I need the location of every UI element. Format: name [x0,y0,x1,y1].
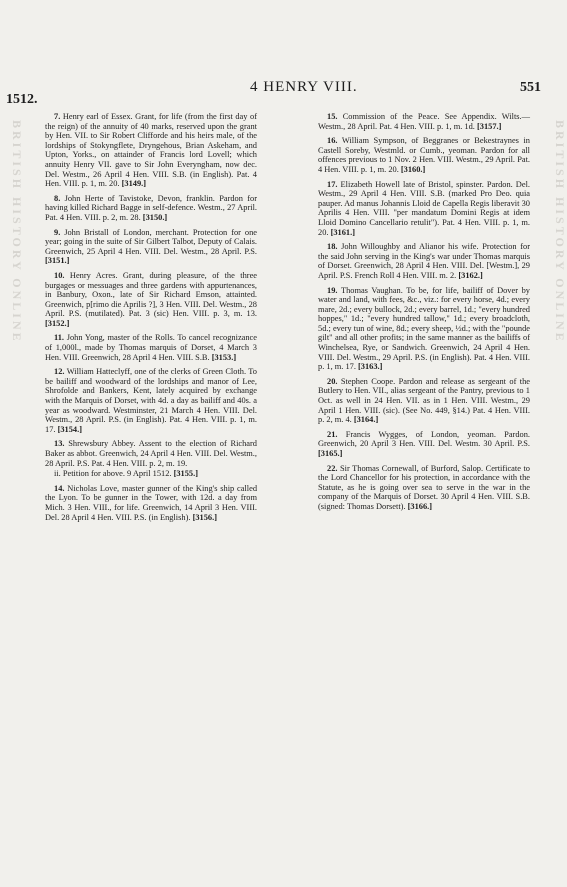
calendar-entry [45,228,257,266]
entry-number: 12. [54,367,65,377]
entry-reference: [3157.] [476,121,502,131]
entry-number: 17. [327,179,338,189]
header-title: 4 HENRY VIII. [250,79,358,95]
entry-number: 13. [54,439,65,449]
entry-text: John Willoughby and Alianor his wife. Protection for the said John serving in the King's war under Thomas marquis of Dorset. Greenwich, 28 April 4 Hen. VIII. Del. [Westm.], 29 April. P.S. French Roll 4 Hen. VIII. m. 2. [318,242,531,280]
entry-text: John Herte of Tavistoke, Devon, franklin. Pardon for having killed Richard Bagge in self-defence. Westm., 27 April. Pat. 4 Hen. VIII. p. 2, m. 28. [45,193,257,222]
entry-text: Elizabeth Howell late of Bristol, spinster. Pardon. Del. Westm., 29 April 4 Hen. VIII. S.B. (marked Pro Deo. quia pauper. Ad manus Johannis Lloid de Capella Regis liberavit 30 Aprilis 4 Hen. VIII. "per mandatum Domini Regis at idem Lloid Domino Cancellario retulit"). Pat. 4 Hen. VIII. p. 1, m. 20. [318,179,530,237]
entry-number: 8. [54,193,61,203]
entry-number: 20. [327,376,338,386]
calendar-entry [45,194,257,223]
entry-text: Francis Wygges, of London, yeoman. Pardon. Greenwich, 20 April 3 Hen. VIII. Del. Westm. 30 April. P.S. [318,429,531,449]
entry-text: Stephen Coope. Pardon and release as sergeant of the Butlery to Hen. VII., alias sergeant of the Pantry, previous to 1 Oct. as well in 24 Hen. VII. as in 1 Hen. VIII. Westm., 29 April 1 Hen. VIII. (sic). (See No. 449, §14.) Pat. 4 Hen. VIII. p. 2, m. 4. [318,376,530,425]
calendar-entry [318,464,530,512]
calendar-entry [318,112,530,131]
left-column [45,112,257,527]
entry-text: Commission of the Peace. See Appendix. Wilts.—Westm., 28 April. Pat. 4 Hen. VIII. p. 1, m. 1d. [318,112,531,131]
entry-reference: [3151.] [45,256,70,266]
calendar-entry [318,136,530,174]
header-page-number: 551 [520,80,541,95]
calendar-entry [45,439,257,468]
entry-number: 15. [327,112,338,121]
entry-text: Shrewsbury Abbey. Assent to the election of Richard Baker as abbot. Greenwich, 24 April 4 Hen. VIII. Del. Westm., 28 April. P.S. Pat. 4 Hen. VIII. p. 2, m. 19. [45,439,257,468]
calendar-entry [45,271,257,329]
entry-number: 10. [54,270,65,280]
entry-text: Henry earl of Essex. Grant, for life (from the first day of the reign) of the annuity of 40 marks, reserved upon the grant by Hen. VII. to Sir Robert Cliffordе and his heirs male, of the lordships of Stokyngflete, Dryngehous, Brian Askeham, and Upton, Yorks., on attainder of Francis lord Lovell; which annuity Henry VII. gave to Sir John Everyngham, now dec. Del. Westm., 26 April 4 Hen. VIII. S.B. (in English). Pat. 4 Hen. VIII. p. 1, m. 20. [45,112,257,189]
calendar-entry [318,377,530,425]
entry-number: 7. [54,112,61,121]
entry-reference: [3161.] [330,227,355,237]
entry-reference: [3166.] [407,501,433,511]
calendar-entry [45,333,257,362]
entry-reference: [3163.] [358,362,383,372]
entry-number: 22. [327,463,338,473]
entry-text: Thomas Vaughan. To be, for life, bailiff of Dover by water and land, with fees, &c., viz.: for every horse, 4d.; every mare, 2d.; every bullock, 2d.; every barrel, 1d.; "every hundred hoppes," 1d.; "every hundred tallow," 1d.; every broadcloth, 5d.; every tun of wine, 8d.; every sheep, ½d.; with the "pounde gilt" and all other profits; in the same manner as the bailiffs of Winchelsea, Rye, or Sandwich. Greenwich, 24 April 4 Hen. VIII. Del. Westm., 29 April. P.S. (in English). Pat. 4 Hen. VIII. p. 1, m. 17. [318,285,530,372]
header-year: 1512. [6,92,38,107]
calendar-entry [318,242,530,280]
entry-number: 9. [54,227,61,237]
entry-text: William Hatteclyff, one of the clerks of Green Cloth. To be bailiff and woodward of the lordships and manor of Lee, Shrofolde and Bankers, Kent, lately acquired by exchange with the Marquis of Dorset, with 4d. a day as bailiff and 40s. a year as woodward. Westminster, 21 March 4 Hen. VIII. Del. Westm., 28 April. P.S. (in English). Pat. 4 Hen. VIII. p. 1, m. 17. [45,367,257,434]
calendar-entry [318,180,530,238]
entry-number: 18. [327,242,338,252]
entry-text: Nicholas Love, master gunner of the King's ship called the Lyon. To be gunner in the Tower, with 12d. a day from Mich. 3 Hen. VIII., for life. Greenwich, 14 April 3 Hen. VIII. Del. 28 April 4 Hen. VIII. P.S. (in English). [45,483,258,522]
entry-reference: [3150.] [142,212,168,222]
calendar-entry [318,286,530,372]
entry-reference: [3155.] [173,469,198,479]
watermark-left: BRITISH HISTORY ONLINE [10,120,24,344]
entry-reference: [3164.] [353,415,379,425]
entry-text: ii. Petition for above. 9 April 1512. [54,469,172,479]
entry-reference: [3160.] [400,164,426,174]
watermark-right: BRITISH HISTORY ONLINE [553,120,567,344]
entry-text: William Sympson, of Beggranes or Bekestraynes in Castell Soreby, Westmld. or Cumb., yeoman. Pardon for all offences previous to 1 Nov. 2 Hen. VIII. Westm., 29 April. Pat. 4 Hen. VIII. p. 1, m. 20. [318,136,530,174]
entry-reference: [3153.] [211,352,237,362]
calendar-entry [45,484,257,522]
calendar-entry [45,367,257,434]
entry-text: John Bristall of London, merchant. Protection for one year; going in the suite of Sir Gilbert Talbot, Deputy of Calais. Greenwich, 25 April 4 Hen. VIII. Del. Westm., 28 April. P.S. [45,227,258,256]
entry-reference: [3156.] [192,512,217,522]
entry-text: John Yong, master of the Rolls. To cancel recognizance of 1,000l., made by Thomas marquis of Dorset, 4 March 3 Hen. VIII. Greenwich, 28 April 4 Hen. VIII. S.B. [45,333,257,362]
entry-number: 16. [327,136,338,146]
calendar-entry [45,469,257,479]
entry-reference: [3152.] [45,318,70,328]
entry-number: 14. [54,483,65,493]
right-column [318,112,530,517]
calendar-entry [318,430,530,459]
entry-number: 11. [54,333,65,343]
entry-reference: [3162.] [458,270,483,280]
entry-number: 19. [327,285,338,295]
entry-reference: [3149.] [121,179,147,189]
entry-reference: [3154.] [57,424,82,434]
entry-number: 21. [327,429,338,439]
calendar-entry [45,112,257,189]
entry-text: Sir Thomas Cornewall, of Burford, Salop. Certificate to the Lord Chancellor for his protection, in accordance with the Statute, as he is going over sea to serve in the war in the company of the Marquis of Dorset. 30 April 4 Hen. VIII. S.B. (signed: Thomas Dorsett). [318,463,530,511]
entry-reference: [3165.] [318,449,343,458]
entry-text: Henry Acres. Grant, during pleasure, of the three burgages or messuages and three gardens with appurtenances, in Banbury, Oxon., late of Sir Richard Emson, attainted. Greenwich, p[rimo die Aprilis ?], 3 Hen. VIII. Del. Westm., 28 April. P.S. (mutilated). Pat. 3 (sic) Hen. VIII. p. 3, m. 13. [45,270,258,319]
